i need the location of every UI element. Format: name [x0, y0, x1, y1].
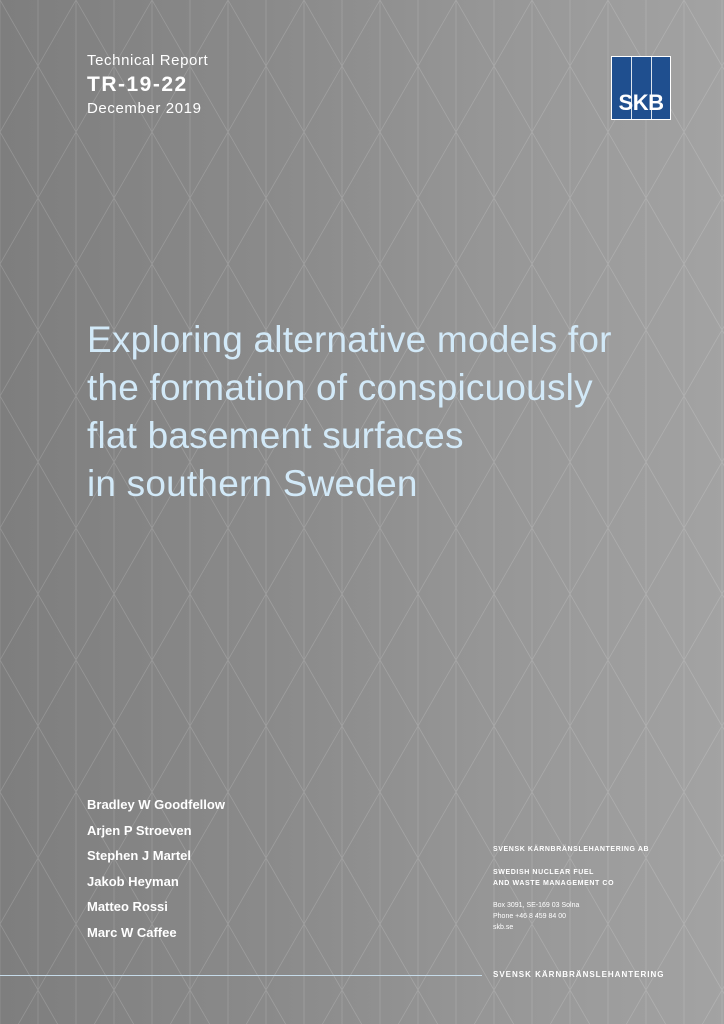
company-name: SVENSK KÄRNBRÄNSLEHANTERING AB — [493, 846, 650, 853]
author-list — [87, 796, 225, 950]
footer-divider — [0, 975, 482, 976]
author-name: Stephen J Martel — [87, 848, 192, 864]
company-english-name-line2: AND WASTE MANAGEMENT CO — [493, 880, 615, 887]
report-date: December 2019 — [87, 100, 202, 117]
author-name: Marc W Caffee — [87, 924, 177, 940]
author-name: Arjen P Stroeven — [87, 822, 192, 838]
title-line: Exploring alternative models for — [87, 319, 612, 360]
report-number: TR-19-22 — [87, 73, 188, 96]
report-type-label: Technical Report — [87, 52, 209, 69]
company-phone: Phone +46 8 459 84 00 — [493, 913, 566, 920]
skb-logo — [611, 56, 671, 120]
spacer — [493, 855, 649, 867]
logo-text: SKB — [618, 90, 664, 115]
footer-label: SVENSK KÄRNBRÄNSLEHANTERING — [493, 970, 665, 979]
report-info — [87, 52, 208, 118]
author-name: Matteo Rossi — [87, 899, 168, 915]
company-address: Box 3091, SE-169 03 Solna — [493, 902, 580, 909]
title-line: the formation of conspicuously — [87, 367, 593, 408]
author-name: Jakob Heyman — [87, 873, 179, 889]
company-website-link[interactable]: skb.se — [493, 924, 514, 931]
title-line: flat basement surfaces — [87, 415, 464, 456]
author-name: Bradley W Goodfellow — [87, 797, 225, 812]
company-english-name-line1: SWEDISH NUCLEAR FUEL — [493, 869, 595, 876]
document-title — [87, 316, 687, 508]
spacer — [493, 889, 649, 900]
title-line: in southern Sweden — [87, 463, 418, 504]
company-info — [493, 844, 649, 933]
